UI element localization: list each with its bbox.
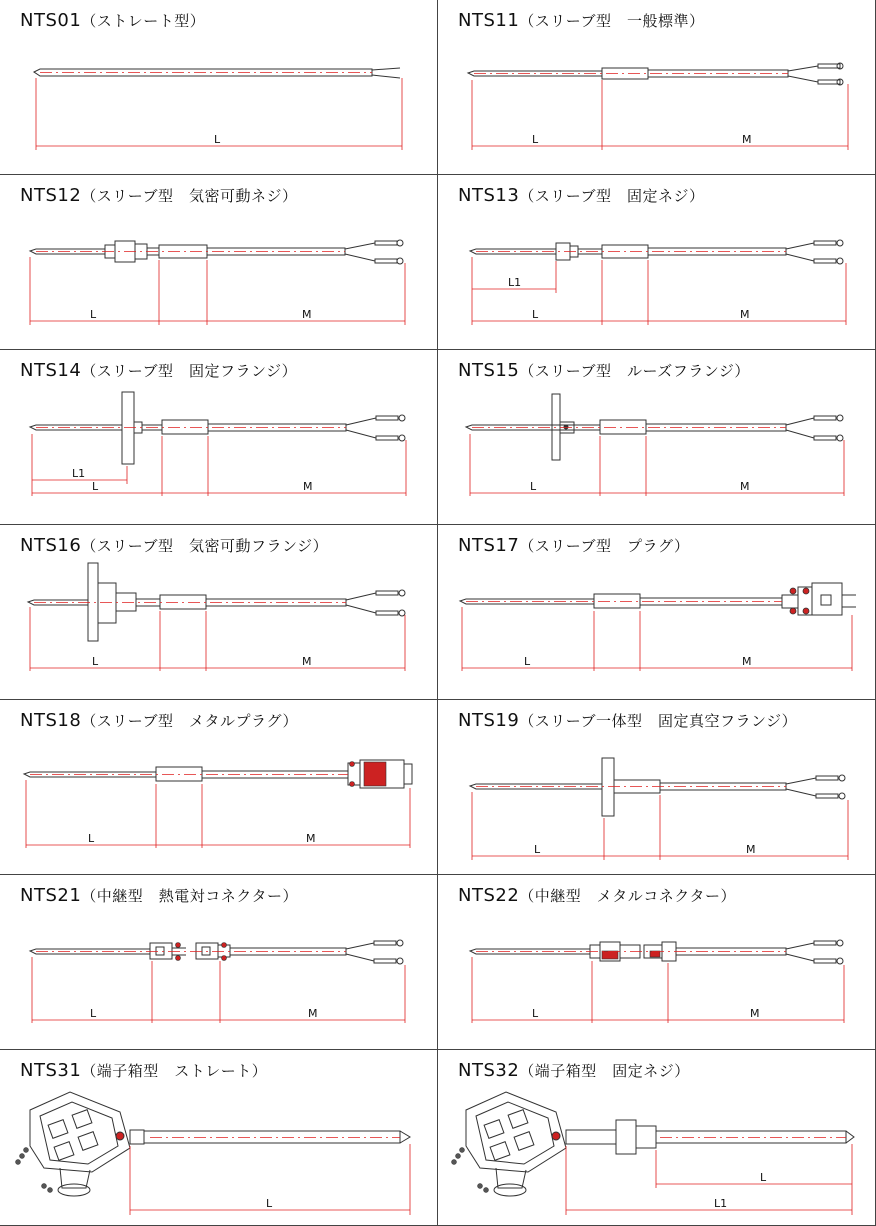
nts16-drawing	[0, 525, 438, 700]
cell-title: NTS13（スリーブ型 固定ネジ）	[458, 185, 705, 206]
dim-l: L	[266, 1197, 273, 1210]
nts15-drawing	[438, 350, 876, 525]
dim-l: L	[92, 480, 99, 493]
dim-l: L	[92, 655, 99, 668]
cell-title: NTS15（スリーブ型 ルーズフランジ）	[458, 360, 750, 381]
dim-m: M	[750, 1007, 760, 1020]
cell-nts12	[0, 175, 438, 350]
dim-m: M	[303, 480, 313, 493]
cell-nts14	[0, 350, 438, 525]
dim-m: M	[742, 133, 752, 146]
nts21-drawing	[0, 875, 438, 1050]
dim-l: L	[524, 655, 531, 668]
dim-l: L	[532, 308, 539, 321]
dim-l: L	[532, 1007, 539, 1020]
cell-nts11	[438, 0, 876, 175]
cell-nts31	[0, 1050, 438, 1226]
cell-title: NTS18（スリーブ型 メタルプラグ）	[20, 710, 298, 731]
cell-title: NTS01（ストレート型）	[20, 10, 206, 31]
dim-l: L	[760, 1171, 767, 1184]
dim-m: M	[742, 655, 752, 668]
nts01-drawing	[0, 0, 438, 175]
cell-title: NTS21（中継型 熱電対コネクター）	[20, 885, 298, 906]
dim-m: M	[302, 308, 312, 321]
cell-nts13	[438, 175, 876, 350]
cell-title: NTS22（中継型 メタルコネクター）	[458, 885, 736, 906]
nts13-drawing	[438, 175, 876, 350]
dim-m: M	[306, 832, 316, 845]
nts14-drawing	[0, 350, 438, 525]
nts31-drawing	[0, 1050, 438, 1226]
nts19-drawing	[438, 700, 876, 875]
cell-nts21	[0, 875, 438, 1050]
nts12-drawing	[0, 175, 438, 350]
nts11-drawing	[438, 0, 876, 175]
dim-l: L	[90, 308, 97, 321]
cell-nts19	[438, 700, 876, 875]
dim-l1: L1	[508, 276, 522, 289]
dim-l: L	[214, 133, 221, 146]
cell-title: NTS19（スリーブ一体型 固定真空フランジ）	[458, 710, 798, 731]
cell-title: NTS31（端子箱型 ストレート）	[20, 1060, 268, 1081]
nts22-drawing	[438, 875, 876, 1050]
cell-nts01	[0, 0, 438, 175]
dim-l: L	[530, 480, 537, 493]
dim-l: L	[534, 843, 541, 856]
cell-title: NTS12（スリーブ型 気密可動ネジ）	[20, 185, 298, 206]
dim-m: M	[308, 1007, 318, 1020]
nts18-drawing	[0, 700, 438, 875]
dim-l1: L1	[714, 1197, 728, 1210]
dim-m: M	[740, 308, 750, 321]
nts17-drawing	[438, 525, 876, 700]
cell-title: NTS11（スリーブ型 一般標準）	[458, 10, 705, 31]
cell-title: NTS16（スリーブ型 気密可動フランジ）	[20, 535, 329, 556]
dim-l: L	[88, 832, 95, 845]
cell-title: NTS17（スリーブ型 プラグ）	[458, 535, 690, 556]
cell-title: NTS32（端子箱型 固定ネジ）	[458, 1060, 690, 1081]
dim-m: M	[302, 655, 312, 668]
cell-nts22	[438, 875, 876, 1050]
dim-m: M	[746, 843, 756, 856]
dim-l: L	[90, 1007, 97, 1020]
cell-nts16	[0, 525, 438, 700]
cell-title: NTS14（スリーブ型 固定フランジ）	[20, 360, 298, 381]
dim-l: L	[532, 133, 539, 146]
cell-nts18	[0, 700, 438, 875]
cell-nts17	[438, 525, 876, 700]
dim-m: M	[740, 480, 750, 493]
dim-l1: L1	[72, 467, 86, 480]
nts32-drawing	[438, 1050, 876, 1226]
cell-nts15	[438, 350, 876, 525]
cell-nts32	[438, 1050, 876, 1226]
